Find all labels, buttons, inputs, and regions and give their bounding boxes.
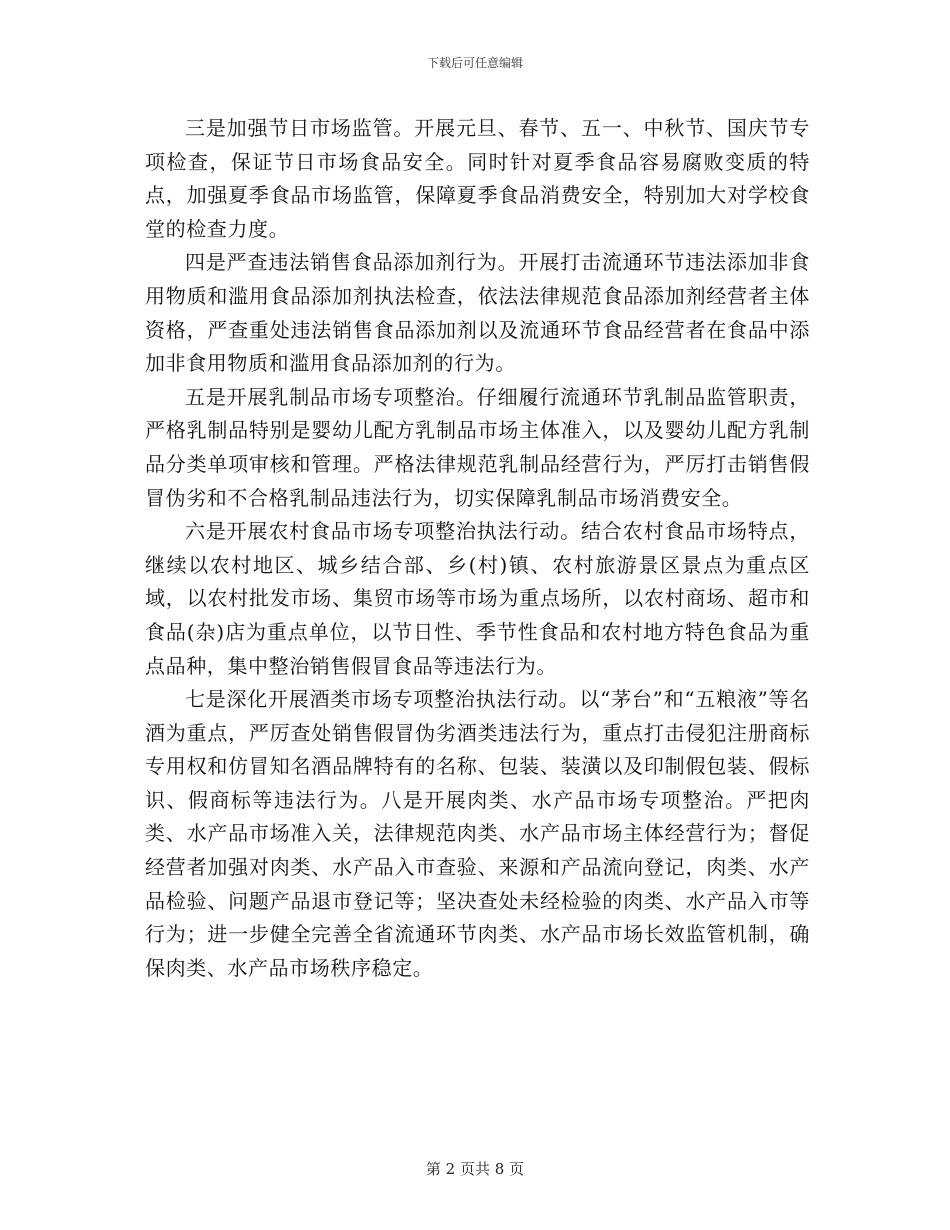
paragraph-2: 四是严查违法销售食品添加剂行为。开展打击流通环节违法添加非食用物质和滥用食品添加剂执法检查，依法法律规范食品添加剂经营者主体资格，严查重处违法销售食品添加剂以及流通环节食品经营者在食品中添加非食用物质和滥用食品添加剂的行为。: [145, 250, 810, 376]
paragraph-1: 三是加强节日市场监管。开展元旦、春节、五一、中秋节、国庆节专项检查，保证节日市场食品安全。同时针对夏季食品容易腐败变质的特点，加强夏季食品市场监管，保障夏季食品消费安全，特别加大对学校食堂的检查力度。: [145, 116, 810, 241]
page-number: 第 2 页共 8 页: [425, 1160, 525, 1178]
page-header: 下载后可任意编辑: [426, 56, 523, 70]
paragraph-4: 六是开展农村食品市场专项整治执法行动。结合农村食品市场特点，继续以农村地区、城乡结合部、乡(村)镇、农村旅游景区景点为重点区域，以农村批发市场、集贸市场等市场为重点场所，以农村商场、超市和食品(杂)店为重点单位，以节日性、季节性食品和农村地方特色食品为重点品种，集中整治销售假冒食品等违法行为。: [145, 519, 810, 678]
paragraph-3: 五是开展乳制品市场专项整治。仔细履行流通环节乳制品监管职责，严格乳制品特别是婴幼儿配方乳制品市场主体准入，以及婴幼儿配方乳制品分类单项审核和管理。严格法律规范乳制品经营行为，严厉打击销售假冒伪劣和不合格乳制品违法行为，切实保障乳制品市场消费安全。: [145, 384, 810, 510]
paragraph-5: 七是深化开展酒类市场专项整治执法行动。以“茅台”和“五粮液”等名酒为重点，严厉查处销售假冒伪劣酒类违法行为，重点打击侵犯注册商标专用权和仿冒知名酒品牌特有的名称、包装、装潢以及印制假包装、假标识、假商标等违法行为。八是开展肉类、水产品市场专项整治。严把肉类、水产品市场准入关，法律规范肉类、水产品市场主体经营行为；督促经营者加强对肉类、水产品入市查验、来源和产品流向登记，肉类、水产品检验、问题产品退市登记等；坚决查处未经检验的肉类、水产品入市等行为；进一步健全完善全省流通环节肉类、水产品市场长效监管机制，确保肉类、水产品市场秩序稳定。: [145, 687, 810, 980]
document-body: [145, 112, 810, 985]
